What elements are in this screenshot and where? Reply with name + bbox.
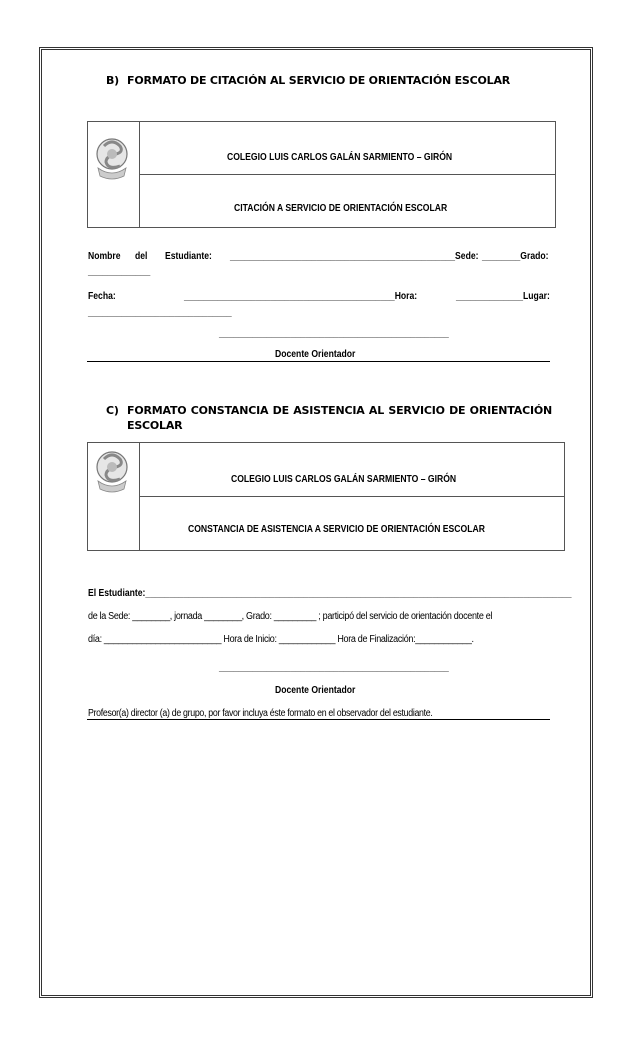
sede-jornada-grado-line[interactable]: de la Sede: ________, jornada ________, Grado: _________ ; participó del servicio de orientación docente el bbox=[88, 611, 493, 622]
estudiante-label: Estudiante: bbox=[165, 250, 212, 262]
logo-cell bbox=[88, 443, 140, 550]
section-c-title-line2: ESCOLAR bbox=[127, 419, 183, 432]
school-logo bbox=[94, 447, 130, 497]
grado-field-cont[interactable]: _____________ bbox=[88, 265, 151, 277]
del-label: del bbox=[135, 250, 148, 262]
lugar-field-cont[interactable]: ______________________________ bbox=[88, 306, 232, 318]
section-b-bottom-rule bbox=[87, 361, 550, 362]
nombre-label: Nombre bbox=[88, 250, 121, 262]
section-b-header-subtitle: CITACIÓN A SERVICIO DE ORIENTACIÓN ESCOLAR bbox=[234, 202, 448, 214]
section-c-signature-label: Docente Orientador bbox=[275, 684, 356, 696]
school-logo bbox=[94, 134, 130, 184]
section-b-signature-line[interactable]: ________________________________________________ bbox=[219, 327, 449, 339]
section-c-school-name: COLEGIO LUIS CARLOS GALÁN SARMIENTO – GIRÓN bbox=[231, 473, 457, 485]
section-b-school-name: COLEGIO LUIS CARLOS GALÁN SARMIENTO – GIRÓN bbox=[227, 151, 453, 163]
footer-note: Profesor(a) director (a) de grupo, por favor incluya éste formato en el observador del estudiante. bbox=[88, 708, 433, 719]
lugar-field[interactable]: ______________Lugar: bbox=[456, 290, 550, 302]
section-b-number: B) bbox=[106, 74, 120, 87]
fecha-field[interactable]: ____________________________________________Hora: bbox=[184, 290, 418, 302]
section-c-header-subtitle: CONSTANCIA DE ASISTENCIA A SERVICIO DE ORIENTACIÓN ESCOLAR bbox=[188, 523, 485, 535]
estudiante-field[interactable]: El Estudiante:_________________________________________________________________________________________ bbox=[88, 587, 572, 599]
section-c-header-table bbox=[87, 442, 565, 551]
fecha-label: Fecha: bbox=[88, 290, 116, 302]
section-b-title: FORMATO DE CITACIÓN AL SERVICIO DE ORIENTACIÓN ESCOLAR bbox=[127, 74, 511, 87]
header-row-divider bbox=[139, 174, 555, 175]
section-b-signature-label: Docente Orientador bbox=[275, 348, 356, 360]
section-c-title-line1: FORMATO CONSTANCIA DE ASISTENCIA AL SERVICIO DE ORIENTACIÓN bbox=[127, 404, 552, 417]
dia-hora-line[interactable]: día: _________________________ Hora de Inicio: ____________ Hora de Finalización:____________. bbox=[88, 634, 474, 645]
header-row-divider bbox=[139, 496, 564, 497]
logo-cell bbox=[88, 122, 140, 227]
grado-field[interactable]: ________Grado: bbox=[482, 250, 549, 262]
section-c-number: C) bbox=[106, 404, 119, 417]
section-c-bottom-rule bbox=[87, 719, 550, 720]
section-c-signature-line[interactable]: ________________________________________________ bbox=[219, 661, 449, 673]
section-b-header-table bbox=[87, 121, 556, 228]
nombre-field[interactable]: _______________________________________________Sede: bbox=[230, 250, 479, 262]
